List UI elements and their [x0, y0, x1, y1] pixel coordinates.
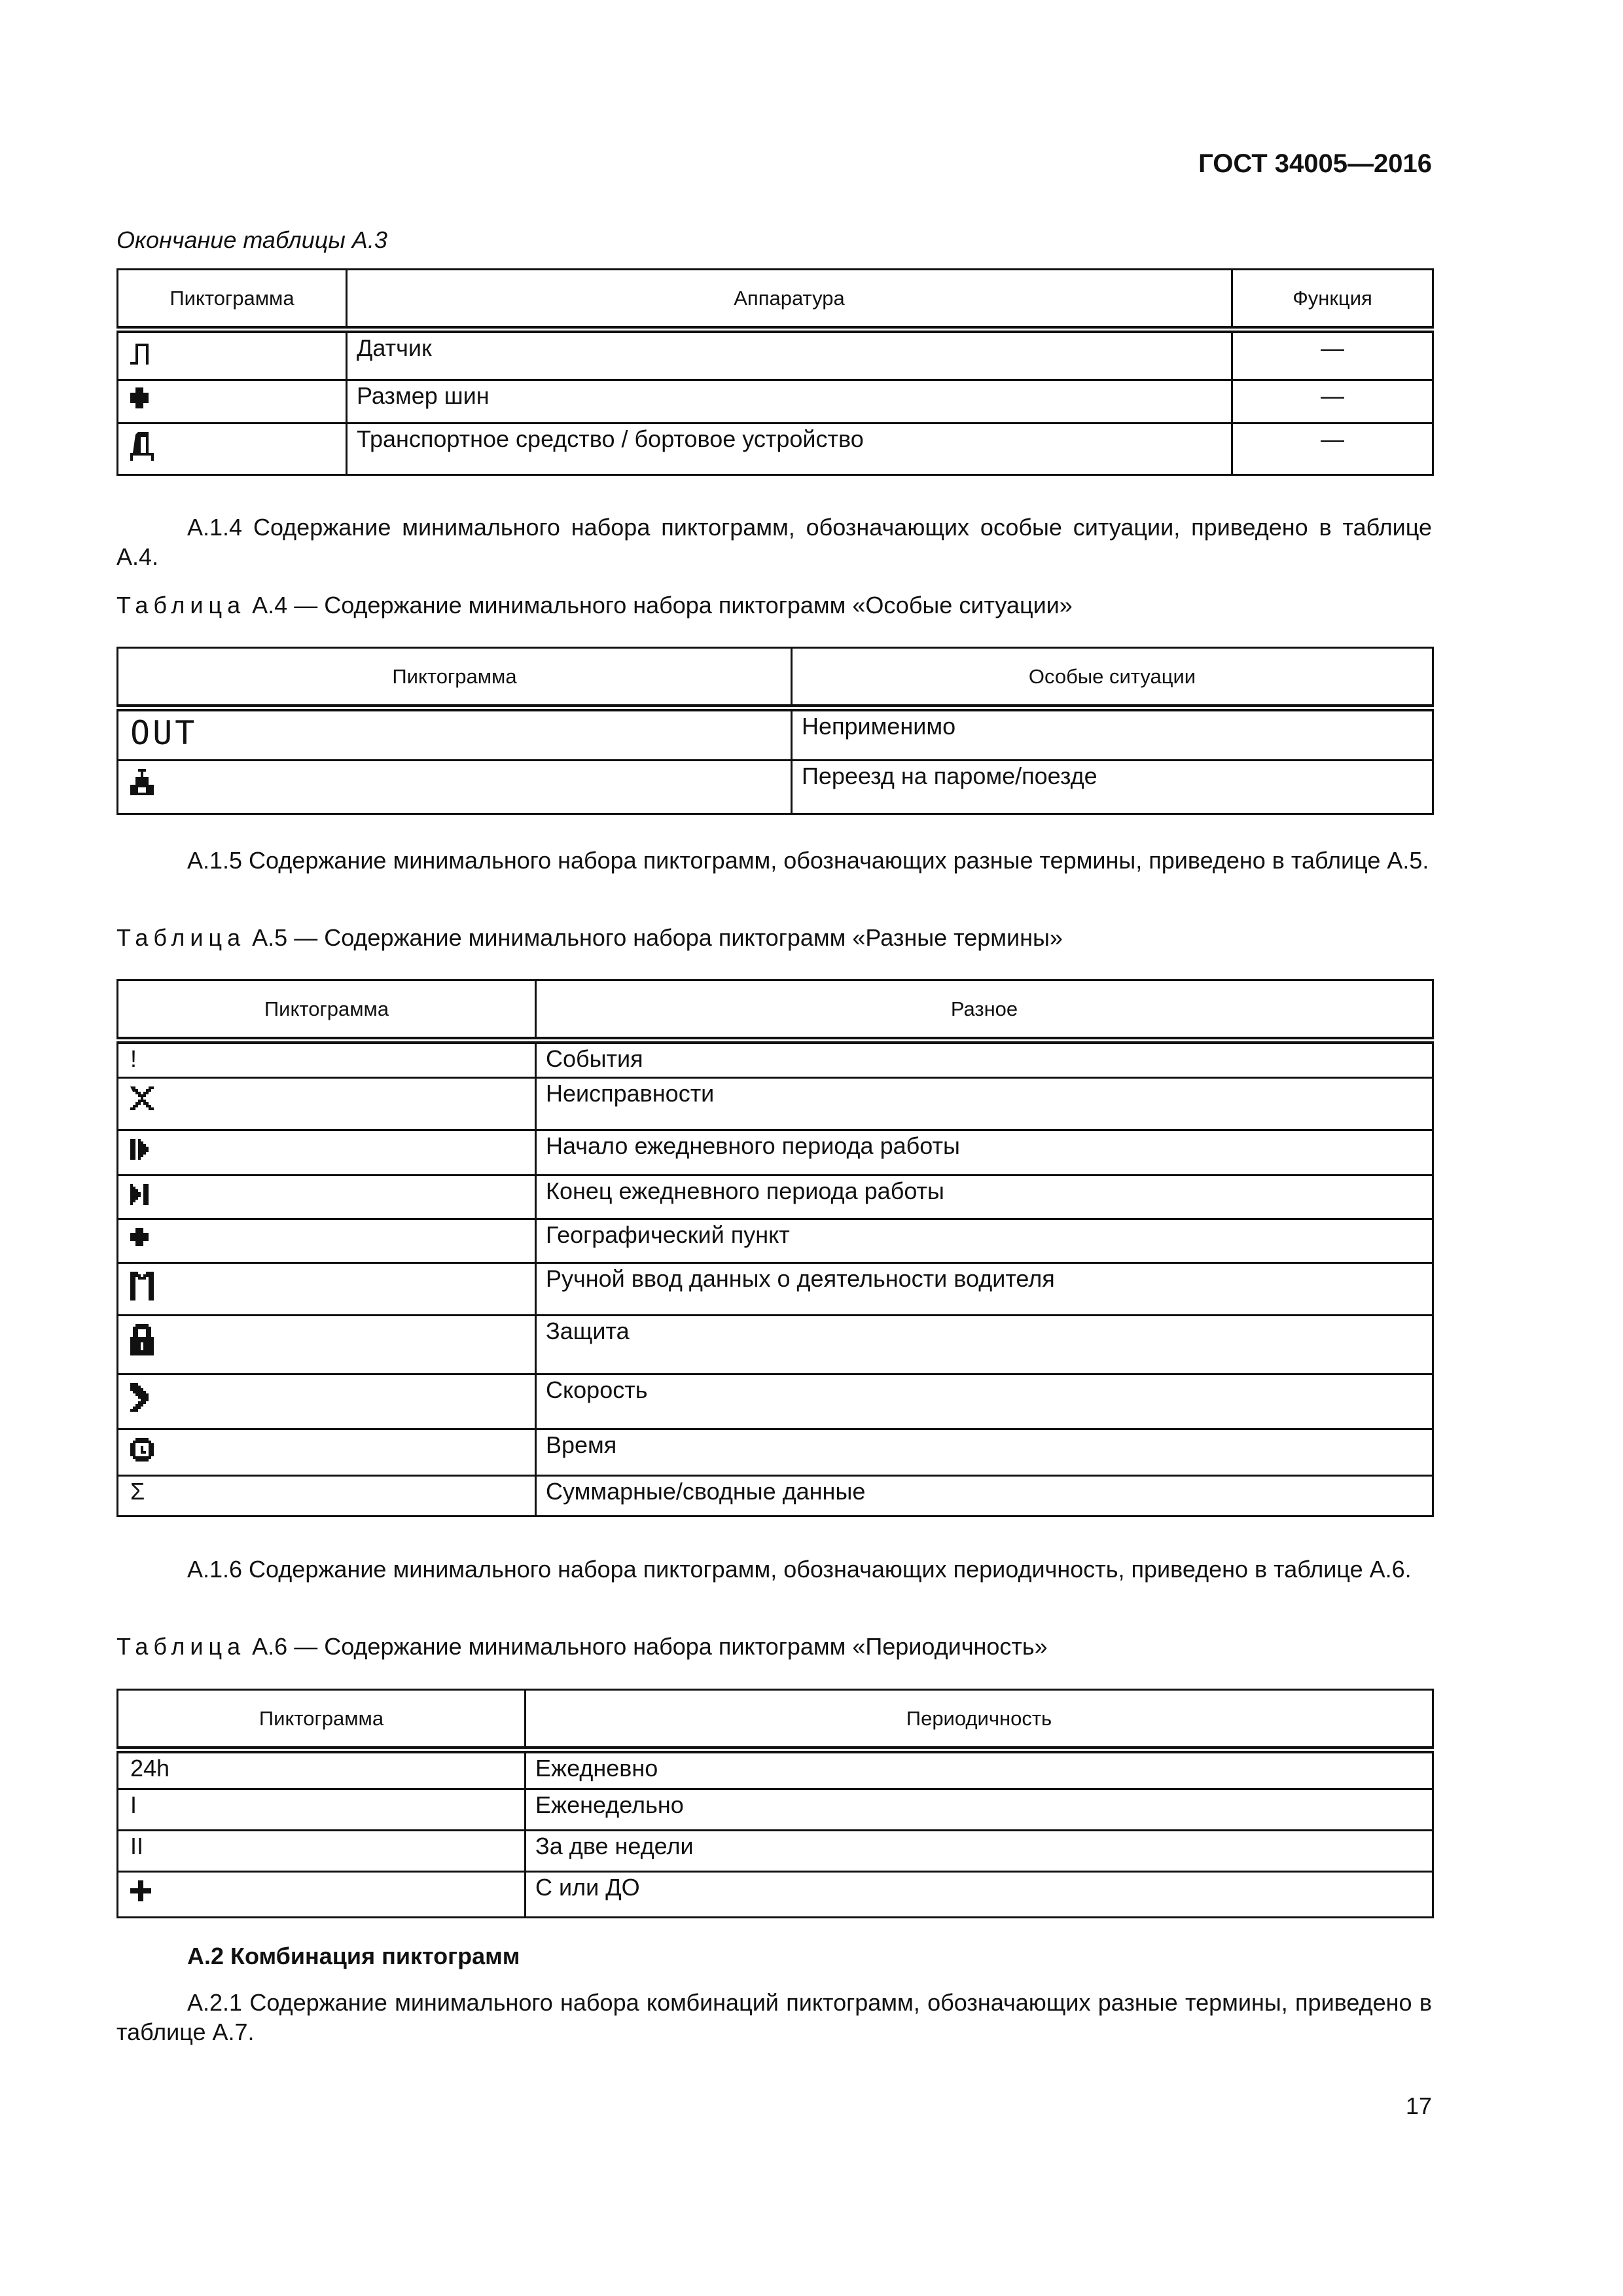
from-to-icon — [130, 1880, 151, 1901]
fault-icon — [130, 1086, 154, 1110]
equipment-label: Транспортное средство / бортовое устройство — [357, 425, 864, 452]
periodicity-label: Еженедельно — [535, 1791, 684, 1818]
start-period-icon — [130, 1139, 154, 1160]
term-label: Ручной ввод данных о деятельности водителя — [546, 1265, 1055, 1292]
paragraph-a14: А.1.4 Содержание минимального набора пиктограмм, обозначающих особые ситуации, приведено в таблице А.4. — [116, 514, 1432, 570]
table-row — [118, 1219, 1433, 1263]
exclamation-icon: ! — [130, 1045, 137, 1072]
table-a4-caption: Таблица А.4 — Содержание минимального набора пиктограмм «Особые ситуации» — [116, 592, 1073, 619]
column-header-periodicity: Периодичность — [526, 1690, 1433, 1750]
term-label: Время — [546, 1431, 617, 1458]
table-row — [118, 761, 1433, 814]
weekly-pictogram: I — [130, 1791, 137, 1818]
tyre-size-icon — [130, 387, 149, 408]
vehicle-unit-icon — [130, 432, 154, 461]
table-row — [118, 1374, 1433, 1429]
term-label: Суммарные/сводные данные — [546, 1478, 866, 1505]
periodicity-label: С или ДО — [535, 1874, 640, 1901]
table-a3 — [116, 268, 1434, 476]
table-a5 — [116, 979, 1434, 1517]
location-icon — [130, 1228, 149, 1246]
term-label: Конец ежедневного периода работы — [546, 1177, 944, 1204]
lock-icon — [130, 1324, 154, 1355]
table-row — [118, 1750, 1433, 1789]
table-row — [118, 1263, 1433, 1316]
paragraph-a21: А.2.1 Содержание минимального набора комбинаций пиктограмм, обозначающих разные термины, приведено в таблице А.7. — [116, 1989, 1432, 2045]
table-a6-caption: Таблица А.6 — Содержание минимального набора пиктограмм «Периодичность» — [116, 1633, 1048, 1660]
term-label: Неисправности — [546, 1080, 715, 1107]
term-label: Скорость — [546, 1376, 648, 1403]
table-row — [118, 423, 1433, 475]
table-a6 — [116, 1689, 1434, 1918]
term-label: Защита — [546, 1318, 630, 1344]
column-header-pictogram: Пиктограмма — [118, 270, 347, 330]
table-row — [118, 1831, 1433, 1872]
table-row — [118, 708, 1433, 761]
column-header-situation: Особые ситуации — [792, 648, 1433, 708]
end-period-icon — [130, 1184, 154, 1205]
speed-icon — [130, 1383, 154, 1412]
table-row — [118, 380, 1433, 423]
table-a4 — [116, 647, 1434, 815]
function-value: — — [1321, 334, 1344, 361]
table-row — [118, 1789, 1433, 1831]
out-of-scope-icon: OUT — [130, 714, 198, 752]
column-header-pictogram: Пиктограмма — [118, 648, 792, 708]
table-row — [118, 1078, 1433, 1130]
table-row — [118, 1429, 1433, 1476]
term-label: События — [546, 1045, 643, 1072]
standard-number: ГОСТ 34005—2016 — [1198, 149, 1432, 178]
term-label: Географический пункт — [546, 1221, 790, 1248]
sigma-icon: Σ — [130, 1478, 145, 1505]
situation-label: Переезд на пароме/поезде — [802, 762, 1097, 789]
periodicity-label: Ежедневно — [535, 1755, 658, 1782]
table-a5-caption: Таблица А.5 — Содержание минимального набора пиктограмм «Разные термины» — [116, 924, 1063, 951]
daily-pictogram: 24h — [130, 1755, 170, 1782]
sensor-icon — [130, 341, 154, 367]
table-row — [118, 330, 1433, 380]
clock-icon — [130, 1438, 154, 1462]
periodicity-label: За две недели — [535, 1833, 694, 1859]
manual-entry-icon — [130, 1272, 154, 1300]
equipment-label: Размер шин — [357, 382, 490, 409]
column-header-equipment: Аппаратура — [347, 270, 1232, 330]
table-row — [118, 1130, 1433, 1175]
table-row — [118, 1041, 1433, 1078]
equipment-label: Датчик — [357, 334, 432, 361]
column-header-pictogram: Пиктограмма — [118, 1690, 526, 1750]
function-value: — — [1321, 382, 1344, 409]
section-heading-a2: А.2 Комбинация пиктограмм — [187, 1943, 520, 1969]
situation-label: Неприменимо — [802, 713, 956, 740]
table-row — [118, 1872, 1433, 1918]
column-header-misc: Разное — [536, 980, 1433, 1041]
table-row — [118, 1316, 1433, 1374]
paragraph-a15: А.1.5 Содержание минимального набора пиктограмм, обозначающих разные термины, приведено в таблице А.5. — [187, 847, 1429, 874]
function-value: — — [1321, 425, 1344, 452]
paragraph-a16: А.1.6 Содержание минимального набора пиктограмм, обозначающих периодичность, приведено в таблице А.6. — [187, 1556, 1412, 1583]
column-header-function: Функция — [1232, 270, 1433, 330]
term-label: Начало ежедневного периода работы — [546, 1132, 960, 1159]
table-row — [118, 1476, 1433, 1516]
ferry-train-icon — [130, 769, 154, 798]
table-row — [118, 1175, 1433, 1219]
column-header-pictogram: Пиктограмма — [118, 980, 536, 1041]
page-number: 17 — [1405, 2092, 1432, 2119]
fortnight-pictogram: II — [130, 1833, 144, 1859]
table-a3-caption: Окончание таблицы А.3 — [116, 226, 387, 253]
